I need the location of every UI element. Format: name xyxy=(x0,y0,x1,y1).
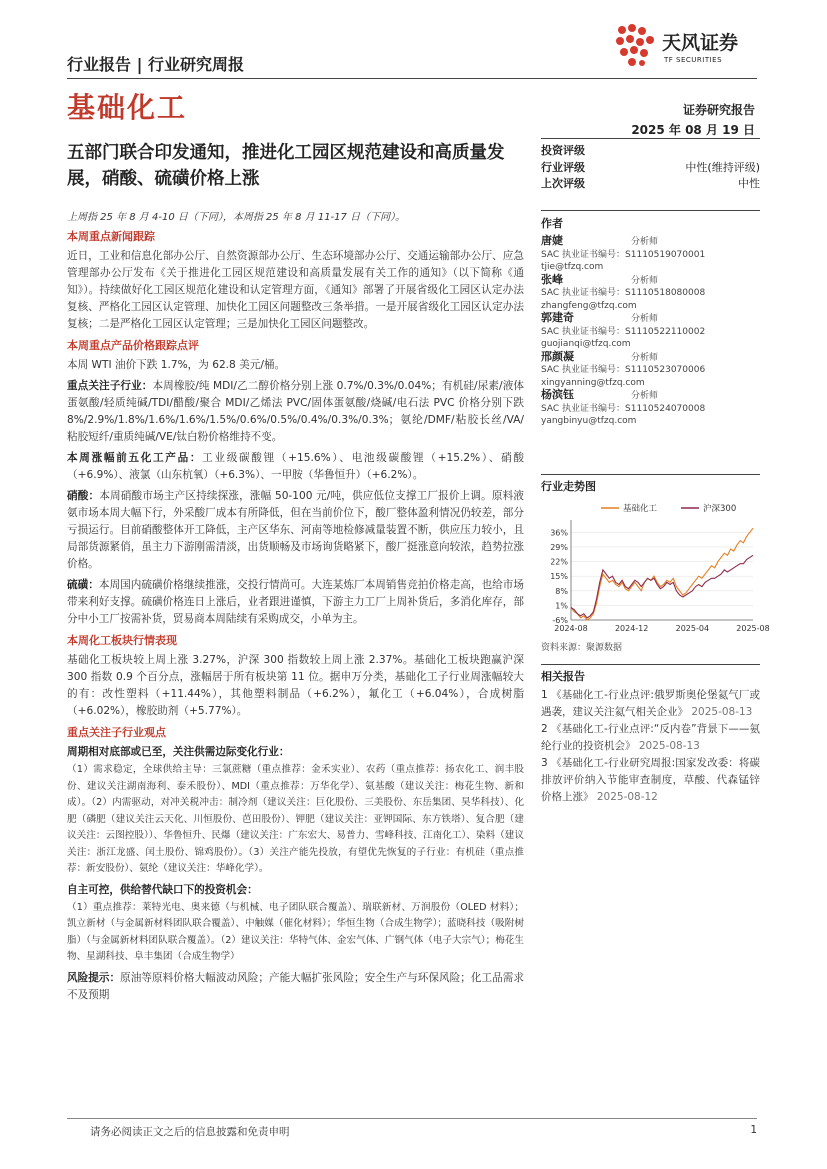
page-number: 1 xyxy=(750,1124,757,1136)
trend-title: 行业走势图 xyxy=(541,480,596,493)
header-divider xyxy=(67,78,757,79)
risk-label: 风险提示： xyxy=(67,971,121,984)
brand-logo-icon xyxy=(612,22,658,68)
report-date: 2025 年 08 月 19 日 xyxy=(631,123,755,137)
chart-source: 资料来源：聚源数据 xyxy=(541,643,623,653)
block-body: 基础化工板块较上周上涨 3.27%，沪深 300 指数较上周上涨 2.37%。基础化工板块跑赢沪深 300 指数 0.9 个百分点，涨幅居于所有板块第 11 位。据申万分类，基础化工子行业周涨幅较大的有：改性塑料（+11.44%），其他塑料制品（+6.2%），氟化工（+6.04%），合成树脂（+6.02%），橡胶助剂（+5.77%）。 xyxy=(67,654,524,717)
sulfur-paragraph xyxy=(67,577,524,628)
period-note: 上周指 25 年 8 月 4-10 日（下同），本周指 25 年 8 月 11-17 日（下同）。 xyxy=(67,212,406,223)
block-section-title: 本周化工板块行情表现 xyxy=(67,634,177,647)
author-name: 杨滨钰 xyxy=(541,388,574,401)
author-role: 分析师 xyxy=(631,275,659,286)
y-tick-label: 8% xyxy=(555,586,568,596)
author-email[interactable]: tjie@tfzq.com xyxy=(541,262,604,272)
related-box xyxy=(541,664,760,806)
related-report-date: 2025-08-12 xyxy=(596,791,658,803)
related-title: 相关报告 xyxy=(541,670,585,683)
brand-logo xyxy=(612,22,762,70)
author-role: 分析师 xyxy=(631,352,659,363)
y-tick-label: 36% xyxy=(550,528,568,538)
author-email[interactable]: zhangfeng@tfzq.com xyxy=(541,300,637,311)
author-email[interactable]: guojianqi@tfzq.com xyxy=(541,339,631,349)
y-tick-label: 1% xyxy=(555,601,568,611)
rating-row xyxy=(541,176,760,192)
related-report-date: 2025-08-13 xyxy=(691,706,753,718)
y-tick-label: 15% xyxy=(550,572,568,582)
view-subtitle: 周期相对底部或已至，关注供需边际变化行业： xyxy=(67,746,290,758)
risk-body: 原油等原料价格大幅波动风险；产能大幅扩张风险；安全生产与环保风险；化工品需求不及预期 xyxy=(67,971,525,1001)
trend-divider xyxy=(541,474,760,475)
rating-value: 中性 xyxy=(738,177,760,190)
author-email[interactable]: yangbinyu@tfzq.com xyxy=(541,416,637,426)
risk-paragraph xyxy=(67,970,524,1004)
related-report[interactable] xyxy=(541,721,760,755)
x-tick-label: 2025-08 xyxy=(736,624,770,633)
footer-disclaimer[interactable]: 请务必阅读正文之后的信息披露和免责申明 xyxy=(90,1126,290,1138)
news-body: 近日，工业和信息化部办公厅、自然资源部办公厅、生态环境部办公厅、交通运输部办公厅、应急管理部办公厅发布《关于推进化工园区规范建设和高质量发展有关工作的通知》（以下简称《通知》）。持续做好化工园区规范化建设和认定管理方面，《通知》部署了开展省级化工园区认定办法复核、严格化工园区认定管理、加快化工园区问题整改三条举措。一是开展省级化工园区认定办法复核；二是严格化工园区认定管理；三是加快化工园区问题整改。 xyxy=(67,250,524,330)
focus-label: 重点关注子行业： xyxy=(67,380,153,392)
focus-body: 本周橡胶/纯 MDI/乙二醇价格分别上涨 0.7%/0.3%/0.04%；有机硅/尿素/液体蛋氨酸/轻质纯碱/TDI/醋酸/聚合 MDI/乙烯法 PVC/固体蛋氨酸/烧碱/电石法 PVC 价格分别下跌 8%/2.9%/1.8%/1.6%/1.6%/1.5%/0.6%/0.5%/0.4%/0.3%/0.3%；氨纶/DMF/粘胶长丝/VA/粘胶短纤/重质纯碱/VE/钛白粉价格维持不变。 xyxy=(67,380,524,443)
author-entry xyxy=(541,235,760,274)
rating-key: 上次评级 xyxy=(541,177,585,190)
author-entry xyxy=(541,312,760,351)
authors-title: 作者 xyxy=(541,217,563,230)
sulfur-label: 硫磺： xyxy=(67,579,99,591)
brand-name-cn: 天风证券 xyxy=(662,32,739,54)
nitric-label: 硝酸： xyxy=(67,490,100,502)
legend-label: 沪深300 xyxy=(703,504,737,514)
view-section-title: 重点关注子行业观点 xyxy=(67,726,166,739)
top5-label: 本周涨幅前五化工产品： xyxy=(67,452,203,464)
nitric-paragraph xyxy=(67,488,524,573)
y-tick-label: -6% xyxy=(552,616,568,625)
authors-divider xyxy=(541,210,760,211)
report-title: 五部门联合印发通知，推进化工园区规范建设和高质量发展，硝酸、硫磺价格上涨 xyxy=(67,143,505,189)
wti-text: 本周 WTI 油价下跌 1.7%，为 62.8 美元/桶。 xyxy=(67,359,286,371)
author-entry xyxy=(541,389,760,428)
author-role: 分析师 xyxy=(631,391,659,401)
report-kind: 证券研究报告 xyxy=(682,103,755,117)
series-line xyxy=(571,528,753,620)
sulfur-body: 本周国内硫磺价格继续推涨，交投行情尚可。大连某炼厂本周销售竞拍价格走高，也给市场带来利好支撑。硫磺价格连日上涨后，业者跟进谨慎，下游主力工厂上周补货后，多消化库存，部分中小工厂按需补货，贸易商本周陆续有采购成交，小单为主。 xyxy=(67,579,525,625)
x-tick-label: 2024-08 xyxy=(554,624,588,633)
footer-divider xyxy=(67,1118,757,1119)
author-sac: SAC 执业证书编号：S1110524070008 xyxy=(541,403,706,414)
report-type: 行业报告 | 行业研究周报 xyxy=(67,55,244,74)
author-sac: SAC 执业证书编号：S1110522110002 xyxy=(541,326,706,337)
trend-box xyxy=(541,474,770,653)
author-name: 张峰 xyxy=(541,272,563,286)
price-section-title: 本周重点产品价格跟踪点评 xyxy=(67,339,199,352)
author-entry xyxy=(541,351,760,390)
author-sac: SAC 执业证书编号：S1110518080008 xyxy=(541,288,706,298)
legend-label: 基础化工 xyxy=(623,504,658,514)
self-subtitle: 自主可控，供给替代缺口下的投资机会： xyxy=(67,883,258,896)
x-tick-label: 2024-12 xyxy=(614,624,649,633)
main-content xyxy=(67,226,524,1008)
related-report-date: 2025-08-13 xyxy=(638,740,700,752)
author-sac: SAC 执业证书编号：S1110519070001 xyxy=(541,249,706,260)
author-name: 郭建奇 xyxy=(541,311,574,324)
author-sac: SAC 执业证书编号：S1110523070006 xyxy=(541,365,706,375)
y-tick-label: 29% xyxy=(550,542,568,552)
author-role: 分析师 xyxy=(631,314,659,324)
related-report-text: 1 《基础化工-行业点评:俄罗斯奥伦堡氦气厂或遇袭，建议关注氦气相关企业》 xyxy=(541,689,760,718)
news-section-title: 本周重点新闻跟踪 xyxy=(67,230,155,243)
authors-box xyxy=(541,210,760,428)
author-name: 邢颜凝 xyxy=(541,349,574,363)
rating-title: 投资评级 xyxy=(541,144,585,157)
related-report-text: 3 《基础化工-行业研究周报:国家发改委：将碳排放评价纳入节能审查制度，草酸、代森锰锌价格上涨》 xyxy=(541,757,760,803)
author-email[interactable]: xingyanning@tfzq.com xyxy=(541,377,645,388)
top5-paragraph xyxy=(67,450,524,484)
brand-name-en: TF SECURITIES xyxy=(664,56,723,64)
author-name: 唐婕 xyxy=(541,234,563,247)
related-report[interactable] xyxy=(541,687,760,721)
trend-chart xyxy=(541,498,770,638)
focus-paragraph xyxy=(67,378,524,446)
rating-value: 中性(维持评级) xyxy=(685,161,760,174)
rating-row xyxy=(541,160,760,176)
author-entry xyxy=(541,274,760,313)
view-body: （1）需求稳定，全球供给主导：三氯蔗糖（重点推荐：金禾实业）、农药（重点推荐：扬农化工、润丰股份、建议关注湖南海利、泰禾股份）、MDI（重点推荐：万华化学）、氨基酸（建议关注：梅花生物、新和成）。（2）内需驱动，对冲关税冲击：制冷剂（建议关注：巨化股份、三美股份、东岳集团、昊华科技）、化肥（磷肥（建议关注云天化、川恒股份、芭田股份）、钾肥（建议关注：亚钾国际、东方铁塔）、复合肥（建议关注：云图控股））、华鲁恒升、民爆（建议关注：广东宏大、易普力、雪峰科技、江南化工）、染料（建议关注：浙江龙盛、闰土股份、锦鸡股份）。（3）关注产能先投放，有望优先恢复的子行业：有机硅（重点推荐：新安股份）、氨纶（建议关注：华峰化学）。 xyxy=(67,764,524,874)
rating-key: 行业评级 xyxy=(541,161,585,174)
x-tick-label: 2025-04 xyxy=(675,624,710,633)
series-line xyxy=(571,555,753,618)
y-tick-label: 22% xyxy=(550,557,568,567)
self-body: （1）重点推荐：莱特光电、奥来德（与机械、电子团队联合覆盖）、瑞联新材、万润股份（OLED 材料）；凯立新材（与金属新材料团队联合覆盖）、中触媒（催化材料）；华恒生物（合成生物学）；蓝晓科技（吸附树脂）（与金属新材料团队联合覆盖）。（2）建议关注：华特气体、金宏气体、广钢气体（电子大宗气）；梅花生物、星湖科技、阜丰集团（合成生物学） xyxy=(67,901,524,962)
top5-body: 工业级碳酸锂（+15.6%）、电池级碳酸锂（+15.2%）、硝酸（+6.9%）、液氯（山东杭氧）（+6.3%）、一甲胺（华鲁恒升）（+6.2%）。 xyxy=(67,452,524,481)
nitric-body: 本周硝酸市场主产区持续探涨，涨幅 50-100 元/吨，供应低位支撑工厂报价上调。原料液氨市场本周大幅下行，外采酸厂成本有所降低，但在当前价位下，酸厂整体盈利情况仍较差，部分亏损运行。目前硝酸整体开工降低，主产区华东、河南等地检修减量装置不断，供应压力较小，且局部货源紧俏，虽主力下游刚需清淡，出货顺畅及市场询货略紧下，酸厂挺涨意向较浓，趋势拉涨价格。 xyxy=(67,490,525,570)
related-report-text: 2 《基础化工-行业点评:“反内卷”背景下——氨纶行业的投资机会》 xyxy=(541,723,760,752)
related-divider xyxy=(541,664,760,665)
rating-box xyxy=(541,138,760,192)
sector-title: 基础化工 xyxy=(67,91,188,124)
rating-divider xyxy=(541,138,760,139)
author-role: 分析师 xyxy=(631,237,659,247)
related-report[interactable] xyxy=(541,755,760,806)
